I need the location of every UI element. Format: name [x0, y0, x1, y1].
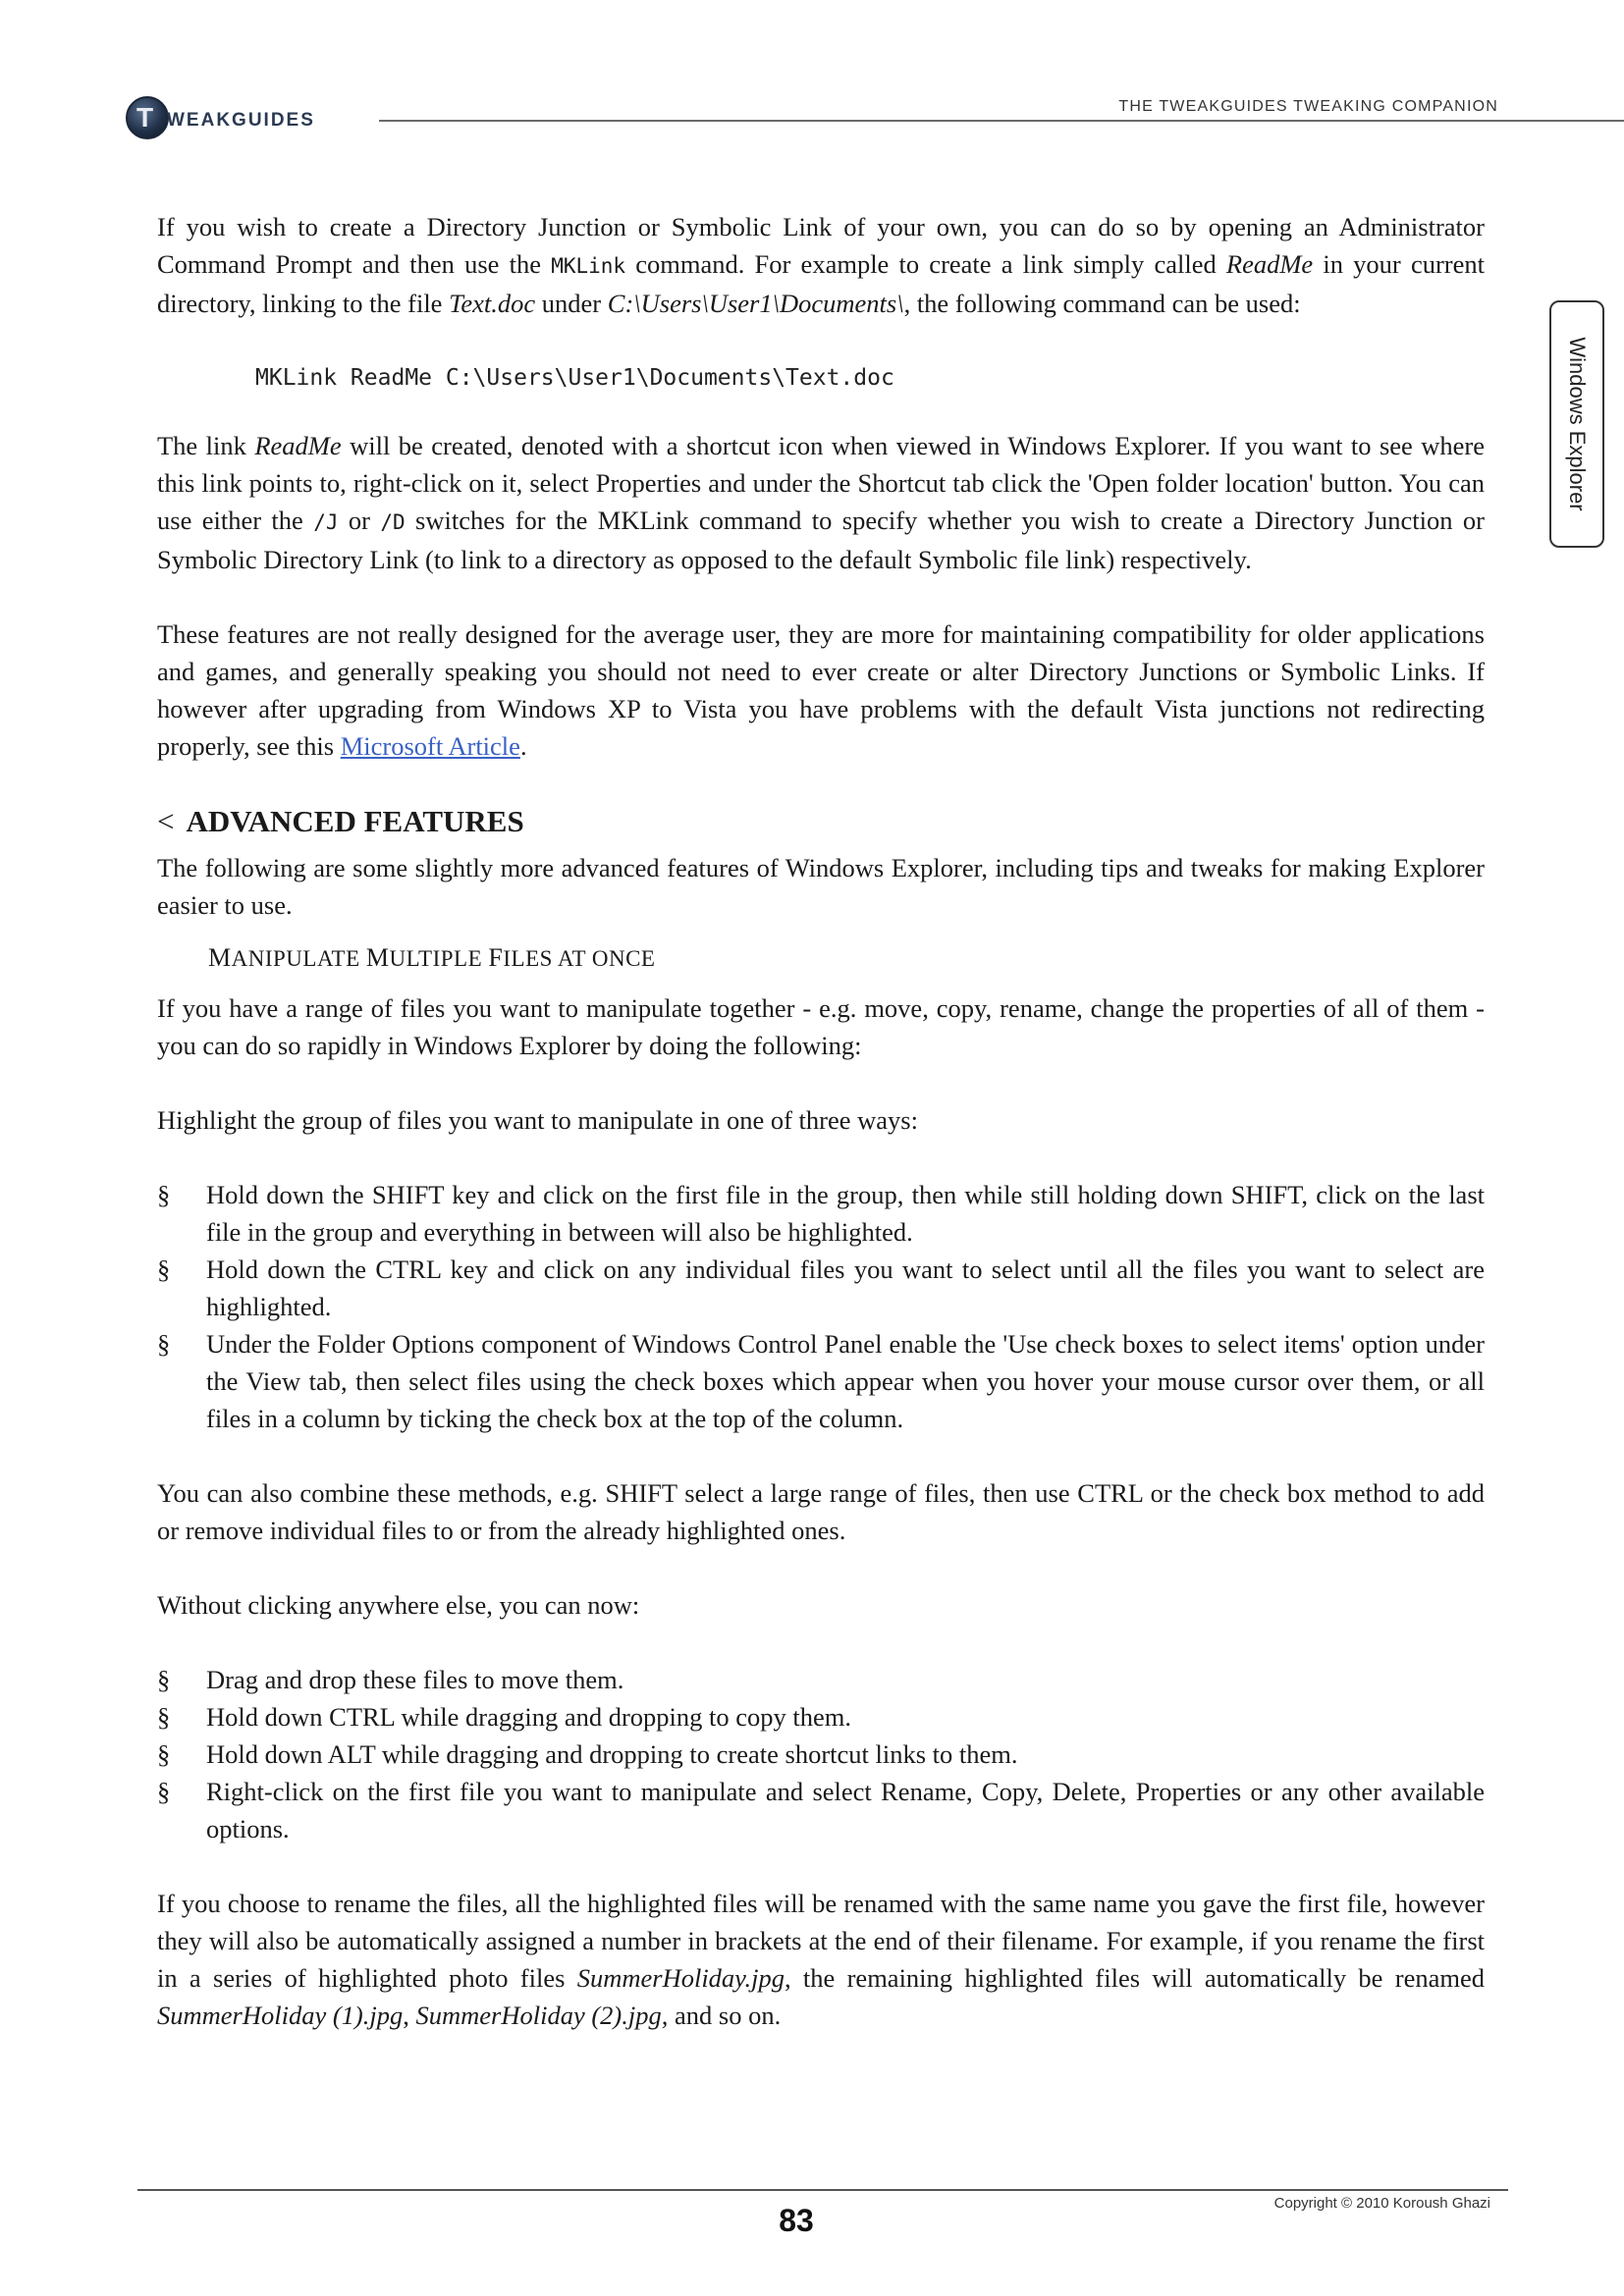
- text: If you choose to rename the files, all the highlighted files will be renamed with the same name you gave the first file, however they will also be automatically assigned a number in brackets at the end of their filename. For example, if you rename the first in a series of highlighted photo files: [157, 1889, 1485, 1993]
- list-item-text: Under the Folder Options component of Windows Control Panel enable the 'Use check boxes to select items' option under the View tab, then select files using the check boxes which appear when you hover your mouse cursor over them, or all files in a column by ticking the check box at the top of the column.: [206, 1329, 1485, 1433]
- page-number: 83: [779, 2203, 814, 2238]
- text: under: [535, 289, 608, 318]
- italic-term: Text.doc: [449, 289, 536, 318]
- bullet-icon: §: [157, 1255, 171, 1284]
- header-title: THE TWEAKGUIDES TWEAKING COMPANION: [1118, 98, 1498, 115]
- text: command. For example to create a link simply called: [625, 249, 1226, 279]
- selection-methods-list: [157, 1176, 1485, 1437]
- text: switches for the MKLink command to specify whether you wish to create a Directory Junction or Symbolic Directory Link (to link to a directory as opposed to the default Symbolic file link) respectively.: [157, 506, 1485, 574]
- italic-term: ReadMe: [1225, 249, 1314, 279]
- chapter-side-tab: [1549, 300, 1604, 548]
- italic-term: ReadMe: [254, 431, 342, 460]
- list-item-text: Hold down CTRL while dragging and dropping to copy them.: [206, 1702, 852, 1732]
- list-item-text: Hold down the CTRL key and click on any individual files you want to select until all the files you want to select are highlighted.: [206, 1255, 1485, 1321]
- paragraph-now-you-can: Without clicking anywhere else, you can now:: [157, 1590, 640, 1620]
- italic-filename: SummerHoliday (1).jpg: [157, 2001, 404, 2030]
- copyright-notice: Copyright © 2010 Koroush Ghazi: [1273, 2195, 1490, 2212]
- paragraph-combine-methods: You can also combine these methods, e.g. SHIFT select a large range of files, then use CTRL or the check box method to add or remove individual files to or from the already highlighted ones.: [157, 1478, 1485, 1545]
- bullet-icon: §: [157, 1180, 171, 1209]
- text: , the following command can be used:: [903, 289, 1301, 318]
- list-item-text: Hold down ALT while dragging and dropping to create shortcut links to them.: [206, 1739, 1018, 1769]
- subsection-heading: [208, 941, 1485, 976]
- header-divider: [379, 120, 1624, 122]
- list-item: [157, 1325, 1485, 1437]
- text: The link: [157, 431, 255, 460]
- list-item: [157, 1735, 1485, 1773]
- logo-letter: T: [136, 102, 154, 133]
- paragraph-compatibility: [157, 615, 1485, 765]
- paragraph-rename-files: [157, 1885, 1485, 2034]
- inline-switch: /D: [380, 510, 406, 534]
- bullet-icon: §: [157, 1739, 171, 1769]
- list-item: [157, 1661, 1485, 1698]
- text: M: [208, 943, 232, 972]
- text: in your current directory, linking to the file: [157, 249, 1485, 318]
- text: If you wish to create a Directory Junction or Symbolic Link of your own, you can do so by opening an Administrator Command Prompt and then use the: [157, 212, 1485, 279]
- section-heading: [157, 802, 1485, 841]
- list-item-text: Right-click on the first file you want to manipulate and select Rename, Copy, Delete, Properties or any other available options.: [206, 1777, 1485, 1843]
- page-content: [157, 208, 1485, 2034]
- paragraph-mklink-intro: [157, 208, 1485, 322]
- text: F: [488, 943, 504, 972]
- text: These features are not really designed for the average user, they are more for maintaining compatibility for older applications and games, and generally speaking you should not need to ever create or alter Directory Junctions or Symbolic Links. If however after upgrading from Windows XP to Vista you have problems with the default Vista junctions not redirecting properly, see this: [157, 619, 1485, 761]
- italic-filename: SummerHoliday (2).jpg,: [415, 2001, 669, 2030]
- inline-switch: /J: [313, 510, 339, 534]
- paragraph-link-created: [157, 427, 1485, 578]
- bullet-icon: §: [157, 1702, 171, 1732]
- bullet-icon: §: [157, 1329, 171, 1359]
- tweakguides-logo-icon: [126, 96, 169, 139]
- italic-path: C:\Users\User1\Documents\: [607, 289, 904, 318]
- italic-filename: SummerHoliday.jpg: [576, 1963, 785, 1993]
- page-header: [126, 92, 1510, 141]
- list-item-text: Hold down the SHIFT key and click on the first file in the group, then while still holding down SHIFT, click on the last file in the group and everything in between will also be highlighted.: [206, 1180, 1485, 1247]
- logo-text: WEAKGUIDES: [167, 110, 315, 131]
- text: ANIPULATE: [231, 946, 366, 971]
- text: , the remaining highlighted files will automatically be renamed: [784, 1963, 1485, 1993]
- section-title: ADVANCED FEATURES: [186, 804, 524, 838]
- actions-list: [157, 1661, 1485, 1847]
- text: ULTIPLE: [389, 946, 489, 971]
- list-item-text: Drag and drop these files to move them.: [206, 1665, 624, 1694]
- text: .: [519, 731, 527, 761]
- text: ILES AT ONCE: [503, 946, 656, 971]
- text: M: [365, 943, 390, 972]
- microsoft-article-link[interactable]: Microsoft Article: [340, 731, 520, 761]
- list-item: [157, 1773, 1485, 1847]
- text: will be created, denoted with a shortcut icon when viewed in Windows Explorer. If you want to see where this link points to, right-click on it, select Properties and under the Shortcut tab click the 'Open folder location' button. You can use either the: [157, 431, 1485, 535]
- chapter-side-tab-label: Windows Explorer: [1565, 337, 1590, 511]
- text: ,: [403, 2001, 416, 2030]
- inline-command: MKLink: [551, 254, 626, 278]
- list-item: [157, 1251, 1485, 1325]
- paragraph-range-of-files: If you have a range of files you want to manipulate together - e.g. move, copy, rename, change the properties of all of them - you can do so rapidly in Windows Explorer by doing the following:: [157, 993, 1485, 1060]
- footer-divider: [137, 2189, 1508, 2191]
- bullet-icon: §: [157, 1665, 171, 1694]
- text: and so on.: [668, 2001, 782, 2030]
- paragraph-advanced-intro: The following are some slightly more advanced features of Windows Explorer, including tips and tweaks for making Explorer easier to use.: [157, 853, 1485, 920]
- section-arrow-icon: <: [157, 804, 175, 838]
- text: or: [338, 506, 381, 535]
- list-item: [157, 1698, 1485, 1735]
- code-example: MKLink ReadMe C:\Users\User1\Documents\Text.doc: [255, 365, 894, 391]
- list-item: [157, 1176, 1485, 1251]
- bullet-icon: §: [157, 1777, 171, 1806]
- paragraph-highlight-ways: Highlight the group of files you want to manipulate in one of three ways:: [157, 1105, 918, 1135]
